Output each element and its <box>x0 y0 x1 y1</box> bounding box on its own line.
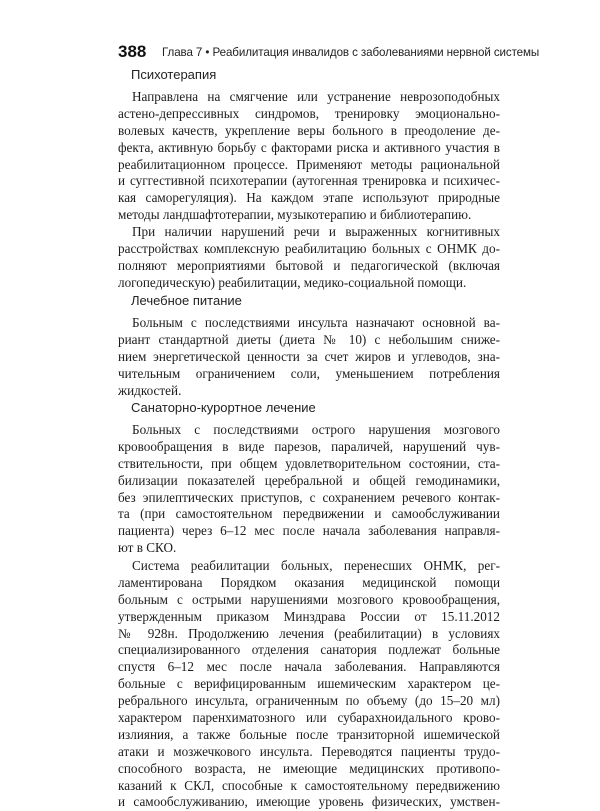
text-line: При наличии нарушений речи и выраженных когнитивных <box>132 224 500 239</box>
text-line: нием энергетической ценности за счет жиров и углеводов, зна- <box>118 348 500 364</box>
text-line: способного возраста, не имеющие медицинских противопо- <box>118 760 500 776</box>
paragraph <box>118 224 500 292</box>
running-head: Глава 7 • Реабилитация инвалидов с заболеваниями нервной системы <box>162 46 540 59</box>
text-line: ламентирована Порядком оказания медицинской помощи <box>118 574 500 590</box>
text-line: жидкостей. <box>118 382 182 398</box>
text-line: астено-депрессивных синдромов, тренировку эмоционально- <box>118 105 500 121</box>
text-line: Система реабилитации больных, перенесших ОНМК, рег- <box>132 558 500 573</box>
text-line: № 928н. Продолжению лечения (реабилитации) в условиях <box>118 625 500 641</box>
text-line: ствительности, при общем удовлетворительном состоянии, ста- <box>118 455 500 471</box>
text-line: излияния, а также больные после транзиторной ишемической <box>118 726 500 742</box>
text-line: больные с верифицированным ишемическим характером це- <box>118 676 500 692</box>
text-line: без эпилептических приступов, с сохранением речевого контак- <box>118 489 500 505</box>
text-line: утвержденным приказом Минздрава России от 15.11.2012 <box>118 608 500 624</box>
paragraph <box>118 422 500 557</box>
text-line: логопедическую) реабилитации, медико-социальной помощи. <box>118 274 467 290</box>
text-line: спустя 6–12 мес после начала заболевания. Направляются <box>118 659 500 675</box>
paragraph <box>118 89 500 224</box>
paragraph <box>118 315 500 399</box>
text-line: риант стандартной диеты (диета № 10) с небольшим сниже- <box>118 331 500 347</box>
text-line: фекта, активную борьбу с факторами риска и активного участия в <box>118 139 500 155</box>
text-line: реабилитационном процессе. Применяют методы рациональной <box>118 156 500 172</box>
text-line: и самообслуживанию, имеющие уровень физических, умствен- <box>118 794 500 810</box>
section-heading-diet: Лечебное питание <box>131 293 242 308</box>
text-line: кая саморегуляция). На каждом этапе используют природные <box>118 190 500 206</box>
section-heading-psychotherapy: Психотерапия <box>131 67 217 82</box>
page-header <box>118 42 540 64</box>
text-line: пациента) через 6–12 мес после начала заболевания направля- <box>118 523 500 539</box>
text-line: ют в СКО. <box>118 540 177 556</box>
text-line: характером паренхиматозного или субарахноидального крово- <box>118 710 500 726</box>
text-line: полняют мероприятиями бытовой и педагогической (включая <box>118 257 500 273</box>
text-line: и суггестивной психотерапии (аутогенная тренировка и психичес- <box>118 173 500 189</box>
text-line: чительным ограничением соли, уменьшением потребления <box>118 365 500 381</box>
text-line: казаний к СКЛ, способные к самостоятельному передвижению <box>118 777 500 793</box>
page-number: 388 <box>118 42 147 61</box>
text-line: методы ландшафтотерапии, музыкотерапию и библиотерапию. <box>118 207 472 223</box>
text-line: больным с острыми нарушениями мозгового кровообращения, <box>118 591 500 607</box>
text-line: та (при самостоятельном передвижении и самообслуживании <box>118 506 500 522</box>
text-line: специализированного отделения санатория подлежат больные <box>118 642 500 658</box>
text-line: ребрального инсульта, ограниченным по объему (до 15–20 мл) <box>118 693 500 709</box>
text-line: волевых качеств, укрепление веры больного в преодоление де- <box>118 122 500 138</box>
text-line: Направлена на смягчение или устранение неврозоподобных <box>132 89 500 104</box>
section-heading-spa-treatment: Санаторно-курортное лечение <box>131 400 316 415</box>
paragraph <box>118 558 500 811</box>
text-line: билизации показателей церебральной и общей гемодинамики, <box>118 472 500 488</box>
text-line: атаки и мозжечкового инсульта. Переводятся пациенты трудо- <box>118 743 500 759</box>
text-line: расстройствах комплексную реабилитацию больных с ОНМК до- <box>118 240 500 256</box>
text-line: кровообращения в виде парезов, параличей, нарушений чув- <box>118 438 500 454</box>
text-line: Больным с последствиями инсульта назначают основной ва- <box>132 315 500 330</box>
text-line: Больных с последствиями острого нарушения мозгового <box>132 422 500 437</box>
